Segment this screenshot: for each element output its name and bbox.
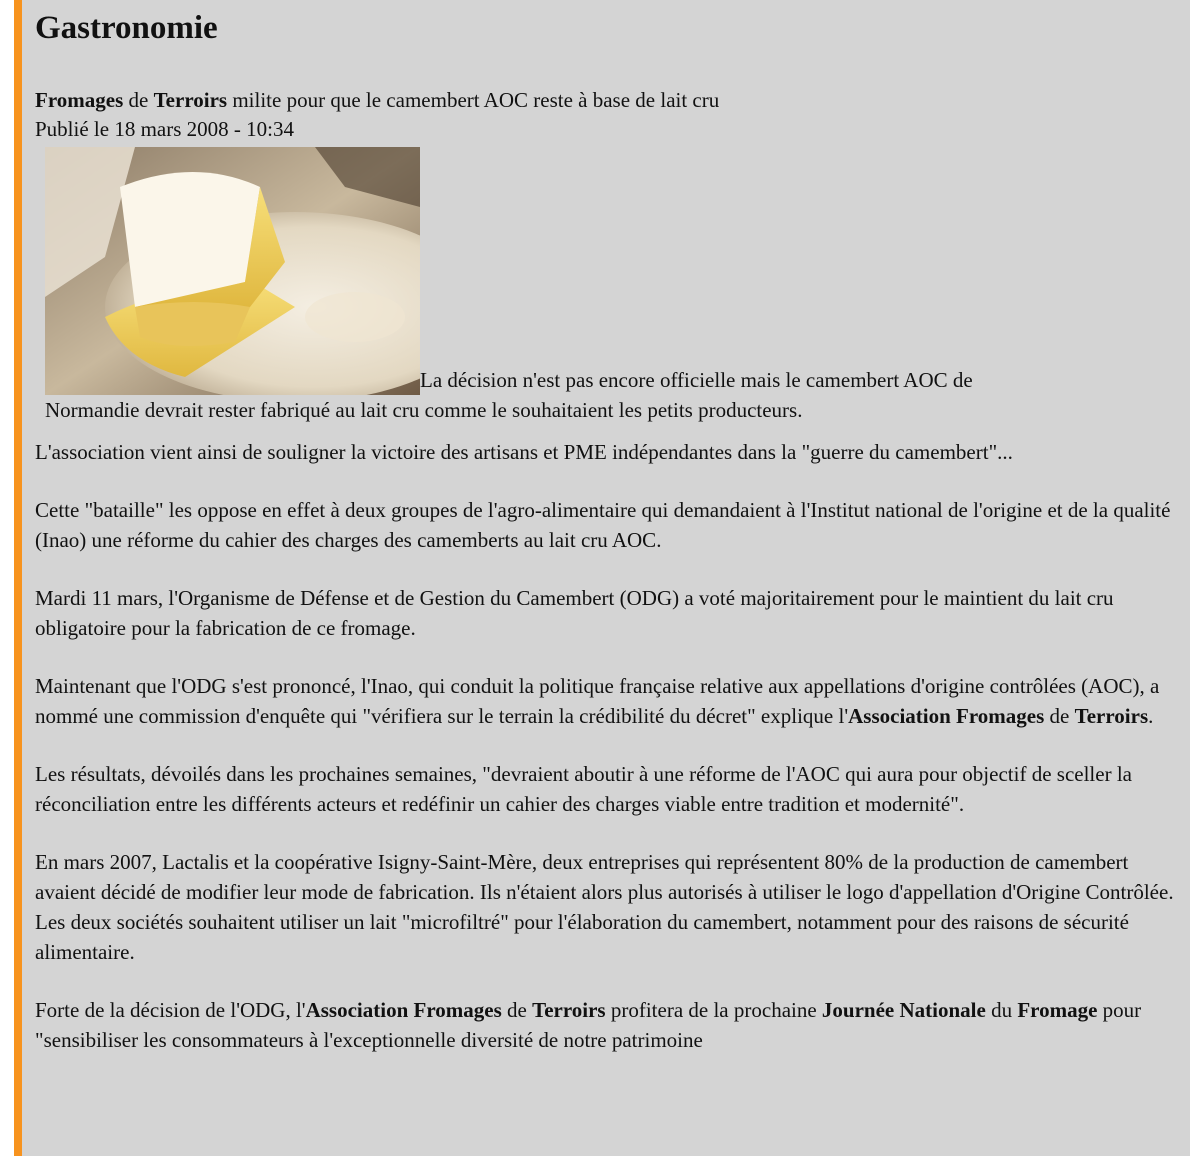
paragraph-4-text: Maintenant que l'ODG s'est prononcé, l'Inao, qui conduit la politique française relative aux appellations d'origine contrôlées (AOC), a nommé une commission d'enquête qui "vérifiera sur le terrain la crédibilité du décret" explique l' — [35, 674, 1160, 728]
paragraph-6: En mars 2007, Lactalis et la coopérative Isigny-Saint-Mère, deux entreprises qui représentent 80% de la production de camembert avaient décidé de modifier leur mode de fabrication. Ils n'étaient alors plus autorisés à utiliser le logo d'appellation d'Origine Contrôlée. Les deux sociétés souhaitent utiliser un lait "microfiltré" pour l'élaboration du camembert, notamment pour des raisons de sécurité alimentaire. — [35, 850, 1174, 964]
journee-nationale: Journée Nationale — [821, 998, 986, 1022]
paragraph-4-connector: de — [1044, 704, 1075, 728]
orange-accent-bar — [14, 0, 22, 1156]
section-title: Gastronomie — [35, 10, 218, 46]
headline-brand-word-2: Terroirs — [153, 88, 228, 112]
paragraph-7-text-3: pour "sensibiliser les consommateurs à l'exceptionnelle diversité de notre patrimoine — [35, 998, 1142, 1052]
paragraph-7-connector-2: du — [985, 998, 1018, 1022]
article-headline — [35, 86, 1180, 115]
intro-line-2: Normandie devrait rester fabriqué au lait cru comme le souhaitaient les petits producteurs. — [45, 398, 803, 422]
association-name: Association Fromages — [848, 704, 1045, 728]
fromage-word: Fromage — [1017, 998, 1098, 1022]
publication-date: Publié le 18 mars 2008 - 10:34 — [35, 117, 294, 141]
paragraph-3: Mardi 11 mars, l'Organisme de Défense et de Gestion du Camembert (ODG) a voté majoritairement pour le maintient du lait cru obligatoire pour la fabrication de ce fromage. — [35, 586, 1114, 640]
paragraph-4-end: . — [1148, 704, 1154, 728]
association-name-2: Association Fromages — [305, 998, 502, 1022]
camembert-photo — [45, 147, 420, 395]
paragraph-1: L'association vient ainsi de souligner la victoire des artisans et PME indépendantes dans la "guerre du camembert"... — [35, 440, 1013, 464]
intro-line-1: La décision n'est pas encore officielle mais le camembert AOC de — [420, 368, 973, 392]
paragraph-2: Cette "bataille" les oppose en effet à deux groupes de l'agro-alimentaire qui demandaient à l'Institut national de l'origine et de la qualité (Inao) une réforme du cahier des charges des camemberts au lait cru AOC. — [35, 498, 1171, 552]
terroirs-name-2: Terroirs — [532, 998, 606, 1022]
paragraph-7-connector: de — [501, 998, 533, 1022]
paragraph-7-text: Forte de la décision de l'ODG, l' — [35, 998, 306, 1022]
headline-brand-word-1: Fromages — [35, 88, 124, 112]
terroirs-name: Terroirs — [1074, 704, 1149, 728]
paragraph-4 — [35, 671, 1180, 731]
paragraph-5: Les résultats, dévoilés dans les prochaines semaines, "devraient aboutir à une réforme de l'AOC qui aura pour objectif de sceller la réconciliation entre les différents acteurs et redéfinir un cahier des charges viable entre tradition et modernité". — [35, 762, 1132, 816]
article — [35, 8, 1180, 1083]
headline-connector: de — [128, 88, 149, 112]
intro-block — [45, 147, 1180, 395]
paragraph-7-text-2: profitera de la prochaine — [605, 998, 822, 1022]
paragraph-7 — [35, 995, 1180, 1055]
headline-rest: milite pour que le camembert AOC reste à base de lait cru — [232, 88, 720, 112]
